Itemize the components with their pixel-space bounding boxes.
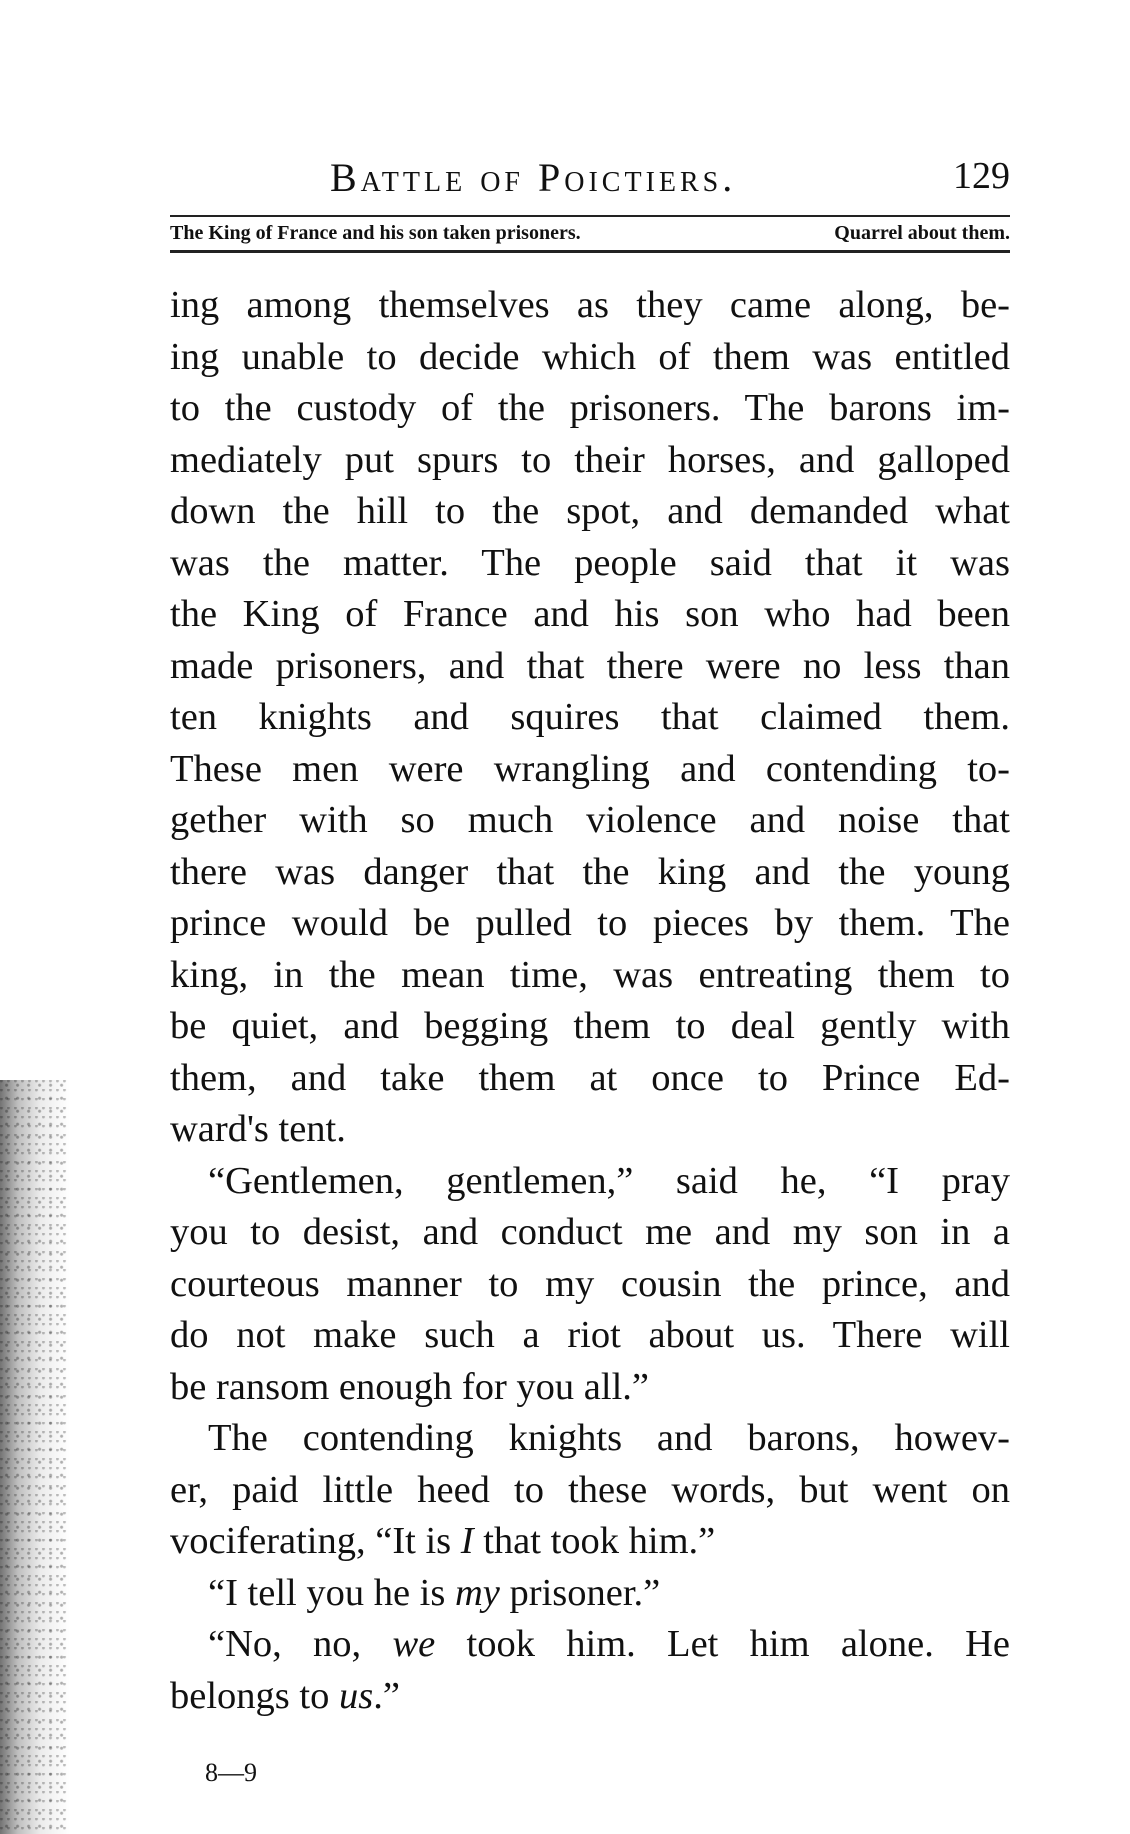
header-rule-top	[170, 215, 1010, 217]
text-line: ten knights and squires that claimed them.	[170, 696, 1010, 738]
page-number: 129	[953, 155, 1010, 197]
running-head	[170, 150, 1010, 206]
text-line: to the custody of the prisoners. The barons im-	[170, 387, 1010, 429]
text-run: .”	[373, 1674, 400, 1717]
text-line: made prisoners, and that there were no less than	[170, 644, 1010, 687]
text-line: ing unable to decide which of them was entitled	[170, 335, 1010, 378]
text-line: These men were wrangling and contending to-	[170, 747, 1010, 790]
text-line: you to desist, and conduct me and my son in a	[170, 1211, 1010, 1253]
text-line: be quiet, and begging them to deal gently with	[170, 1005, 1010, 1047]
text-line	[170, 1568, 1010, 1620]
emphasis-word: my	[454, 1571, 500, 1614]
text-run: prisoner.”	[499, 1571, 661, 1614]
text-line: them, and take them at once to Prince Ed-	[170, 1056, 1010, 1099]
emphasis-word: we	[392, 1623, 436, 1665]
subheading-left: The King of France and his son taken prisoners.	[170, 222, 581, 244]
text-line: be ransom enough for you all.”	[170, 1365, 649, 1408]
text-line: gether with so much violence and noise that	[170, 799, 1010, 841]
subheading-right: Quarrel about them.	[834, 222, 1010, 244]
signature-mark: 8—9	[205, 1758, 257, 1787]
text-line: king, in the mean time, was entreating them to	[170, 953, 1010, 996]
text-run: “I tell you he is	[208, 1571, 455, 1614]
text-line: The contending knights and barons, howev-	[208, 1417, 1010, 1459]
emphasis-word: I	[460, 1520, 474, 1562]
text-line: courteous manner to my cousin the prince, and	[170, 1262, 1010, 1305]
text-line: mediately put spurs to their horses, and galloped	[170, 438, 1010, 481]
text-line: prince would be pulled to pieces by them. The	[170, 902, 1010, 944]
text-line	[170, 1619, 1010, 1671]
text-line	[170, 1516, 1010, 1568]
text-run: “No, no,	[208, 1623, 393, 1665]
text-line: er, paid little heed to these words, but went on	[170, 1468, 1010, 1511]
text-line: ward's tent.	[170, 1108, 346, 1150]
text-run: that took him.”	[473, 1520, 716, 1562]
text-line: the King of France and his son who had been	[170, 593, 1010, 635]
section-subheading	[170, 222, 1010, 245]
text-run: vociferating, “It is	[170, 1520, 461, 1562]
text-line: there was danger that the king and the young	[170, 850, 1010, 893]
body-text	[170, 280, 1010, 1722]
text-line: do not make such a riot about us. There will	[170, 1314, 1010, 1356]
text-run: belongs to	[170, 1674, 339, 1717]
text-line: “Gentlemen, gentlemen,” said he, “I pray	[208, 1159, 1010, 1202]
running-title: Battle of Poictiers.	[330, 155, 737, 200]
text-line: ing among themselves as they came along, be-	[170, 284, 1010, 326]
text-run: took him. Let him alone. He	[435, 1623, 1010, 1665]
text-line: down the hill to the spot, and demanded what	[170, 490, 1010, 532]
header-rule-bottom	[170, 250, 1010, 253]
emphasis-word: us	[338, 1674, 374, 1717]
text-line: was the matter. The people said that it was	[170, 541, 1010, 584]
text-line	[170, 1671, 1010, 1723]
page-edge-shadow	[0, 1080, 70, 1834]
